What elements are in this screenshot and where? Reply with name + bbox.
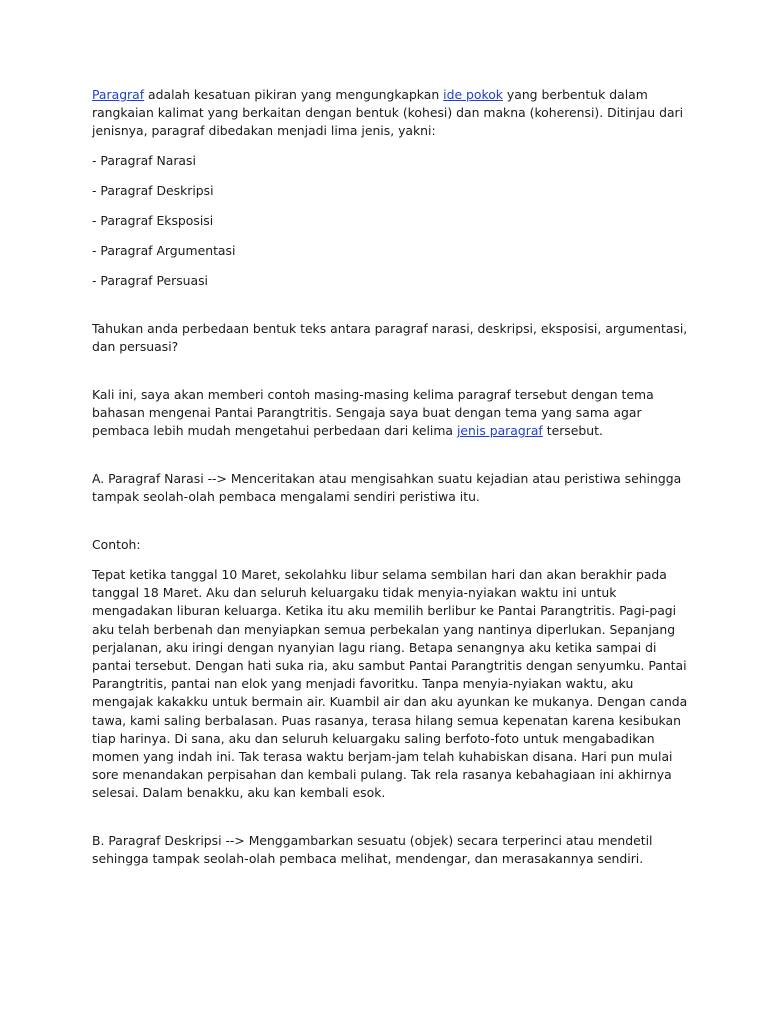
intro-text-2: yang berbentuk dalam rangkaian kalimat yang berkaitan dengan bentuk (kohesi) dan makna (koherensi). Ditinjau dari jenisnya, paragraf dibedakan menjadi lima jenis, yakni: — [92, 87, 684, 139]
intro-paragraph — [92, 86, 692, 141]
example-intro-text-1: Kali ini, saya akan memberi contoh masing-masing kelima paragraf tersebut dengan tema bahasan mengenai Pantai Parangtritis. Sengaja saya buat dengan tema yang sama agar pembaca lebih mudah mengetahui perbedaan dari kelima — [92, 387, 654, 439]
section-a-heading: A. Paragraf Narasi --> Menceritakan atau mengisahkan suatu kejadian atau peristiwa sehingga tampak seolah-olah pembaca mengalami sendiri peristiwa itu. — [92, 471, 682, 505]
ide-pokok-link[interactable]: ide pokok — [443, 87, 503, 102]
jenis-paragraf-link[interactable]: jenis paragraf — [456, 423, 543, 439]
list-item: - Paragraf Persuasi — [92, 273, 209, 289]
list-item: - Paragraf Eksposisi — [92, 213, 214, 229]
example-intro-paragraph — [92, 386, 692, 441]
paragraph-types-list — [92, 152, 692, 290]
narasi-example-paragraph: Tepat ketika tanggal 10 Maret, sekolahku libur selama sembilan hari dan akan berakhir pada tanggal 18 Maret. Aku dan seluruh keluargaku tidak menyia-nyiakan waktu ini untuk mengadakan liburan keluarga. Ketika itu aku memilih berlibur ke Pantai Parangtritis. Pagi-pagi aku telah berbenah dan menyiapkan semua perbekalan yang nantinya diperlukan. Sepanjang perjalanan, aku iringi dengan nyanyian lagu riang. Betapa senangnya aku ketika sampai di pantai tersebut. Dengan hati suka ria, aku sambut Pantai Parangtritis dengan senyumku. Pantai Parangtritis, pantai nan elok yang menjadi favoritku. Tanpa menyia-nyiakan waktu, aku mengajak kakakku untuk bermain air. Kuambil air dan aku ayunkan ke mukanya. Dengan canda tawa, kami saling berbalasan. Puas rasanya, terasa hilang semua kepenatan karena kesibukan tiap harinya. Di sana, aku dan seluruh keluargaku saling berfoto-foto untuk mengabadikan momen yang indah ini. Tak terasa waktu berjam-jam telah kuhabiskan disana. Hari pun mulai sore menandakan perpisahan dan kembali pulang. Tak rela rasanya kebahagiaan ini akhirnya selesai. Dalam benakku, aku kan kembali esok. — [92, 567, 688, 801]
question-paragraph: Tahukan anda perbedaan bentuk teks antara paragraf narasi, deskripsi, eksposisi, argumentasi, dan persuasi? — [92, 321, 688, 355]
example-intro-text-2: tersebut. — [542, 423, 603, 439]
intro-text-1: adalah kesatuan pikiran yang mengungkapkan — [144, 87, 444, 102]
list-item: - Paragraf Narasi — [92, 153, 196, 169]
paragraf-link[interactable]: Paragraf — [92, 87, 145, 102]
document-page — [92, 86, 692, 869]
list-item: - Paragraf Deskripsi — [92, 183, 214, 199]
example-label: Contoh: — [92, 537, 141, 553]
section-b-heading: B. Paragraf Deskripsi --> Menggambarkan sesuatu (objek) secara terperinci atau mendetil sehingga tampak seolah-olah pembaca melihat, mendengar, dan merasakannya sendiri. — [92, 833, 653, 867]
list-item: - Paragraf Argumentasi — [92, 243, 236, 259]
